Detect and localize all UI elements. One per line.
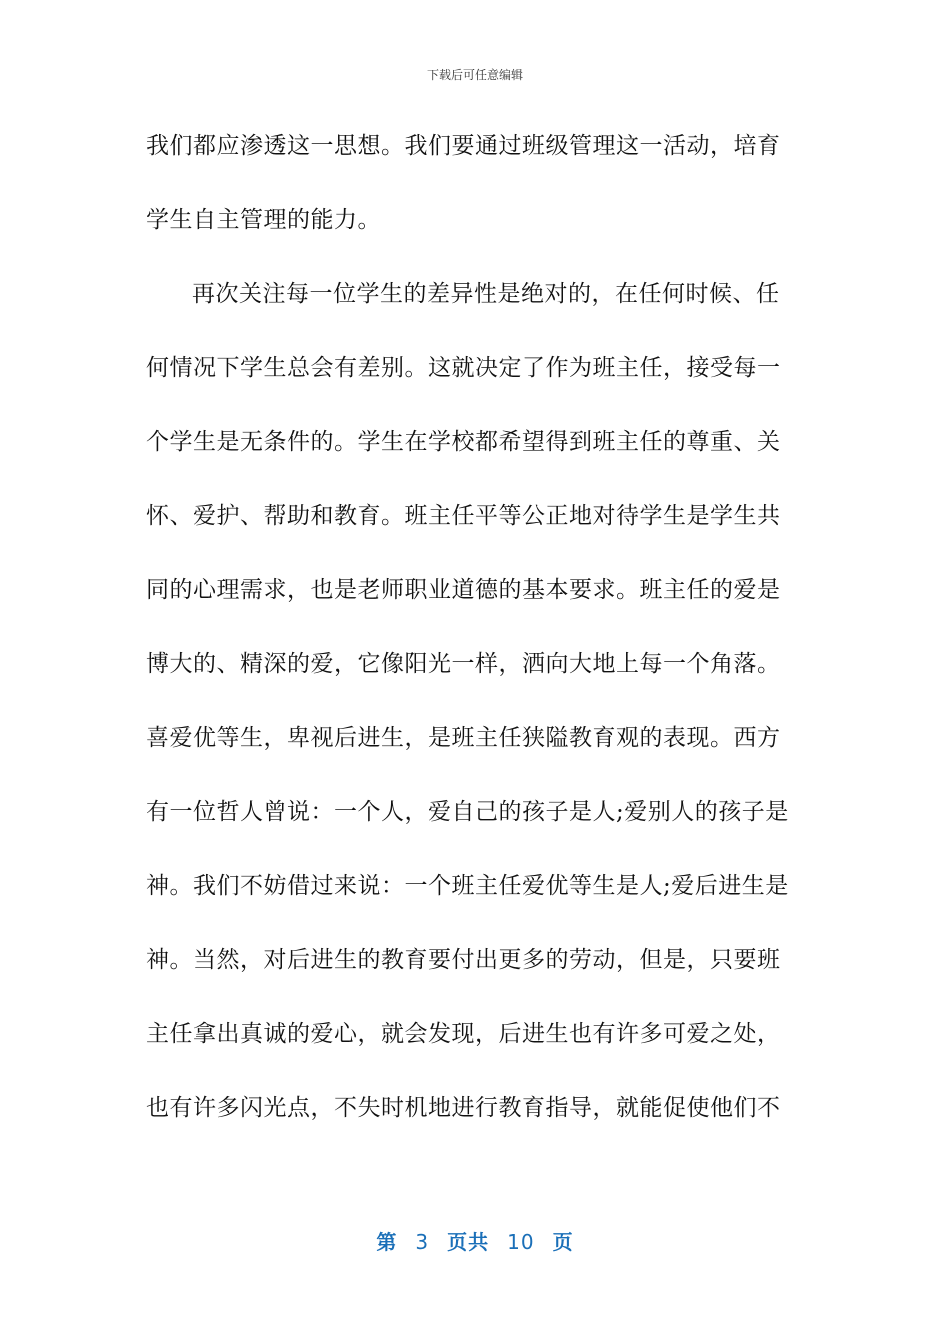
paragraph-first-line: 再次关注每一位学生的差异性是绝对的，在任何时候、任 [192,281,780,307]
text-line: 也有许多闪光点，不失时机地进行教育指导，就能促使他们不 [146,1095,781,1121]
text-line: 何情况下学生总会有差别。这就决定了作为班主任，接受每一 [146,355,781,381]
text-line: 有一位哲人曾说：一个人，爱自己的孩子是人;爱别人的孩子是 [146,799,789,825]
text-line: 个学生是无条件的。学生在学校都希望得到班主任的尊重、关 [146,429,781,455]
text-line: 同的心理需求，也是老师职业道德的基本要求。班主任的爱是 [146,577,781,603]
text-line: 喜爱优等生，卑视后进生，是班主任狭隘教育观的表现。西方 [146,725,781,751]
text-line: 主任拿出真诚的爱心，就会发现，后进生也有许多可爱之处， [146,1021,781,1047]
footer-middle: 页共 [447,1230,490,1254]
text-line: 我们都应渗透这一思想。我们要通过班级管理这一活动，培育 [146,133,781,159]
footer-prefix: 第 [376,1230,398,1254]
page-footer [0,1226,950,1255]
footer-suffix: 页 [552,1230,574,1254]
text-line: 神。当然，对后进生的教育要付出更多的劳动，但是，只要班 [146,947,781,973]
text-line: 怀、爱护、帮助和教育。班主任平等公正地对待学生是学生共 [146,503,781,529]
total-page-count: 10 [507,1230,535,1254]
text-line: 博大的、精深的爱，它像阳光一样，洒向大地上每一个角落。 [146,651,781,677]
text-line: 神。我们不妨借过来说：一个班主任爱优等生是人;爱后进生是 [146,873,789,899]
document-body [146,126,806,1162]
current-page-number: 3 [415,1230,430,1254]
text-line: 学生自主管理的能力。 [146,207,381,233]
page-header: 下载后可任意编辑 [426,68,523,82]
